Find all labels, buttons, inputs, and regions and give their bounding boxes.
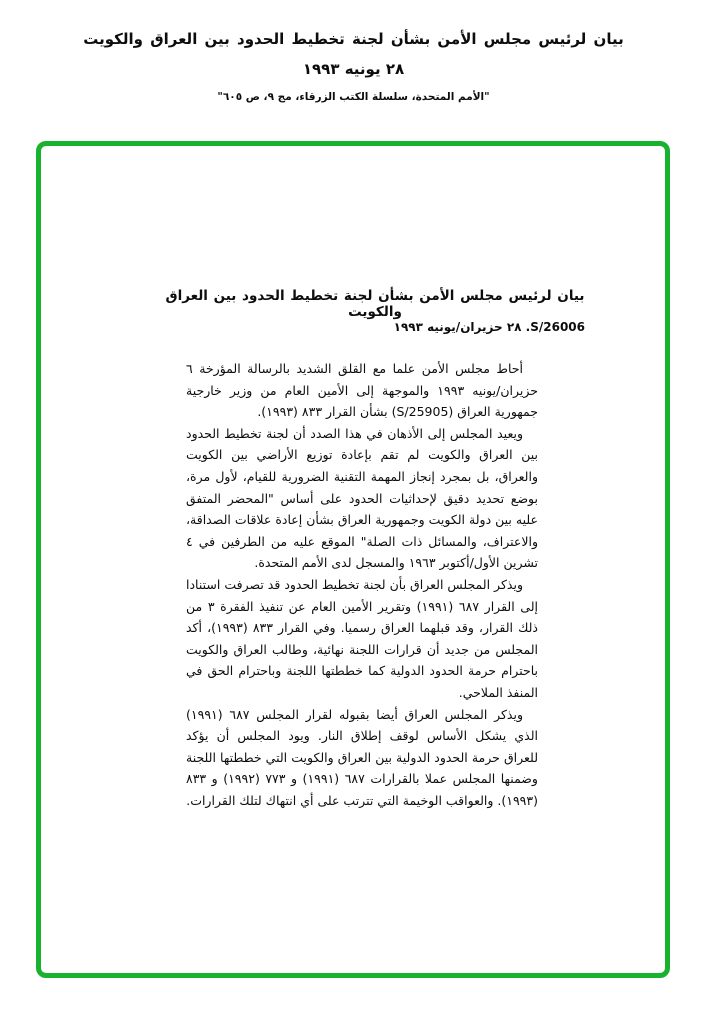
header-source-citation: "الأمم المتحدة، سلسلة الكتب الزرقاء، مج ٩، ص ٦٠٥" (217, 91, 490, 103)
paragraph: ويذكر المجلس العراق بأن لجنة تخطيط الحدود قد تصرفت استنادا إلى القرار ٦٨٧ (١٩٩١) وتقرير الأمين العام عن تنفيذ الفقرة ٣ من ذلك القرار، وقد قبلهما العراق رسميا. وفي القرار ٨٣٣ (١٩٩٣)، أكد المجلس من جديد أن قرارات اللجنة نهائية، وطالب العراق والكويت باحترام حرمة الحدود الدولية كما خططتها اللجنة وباحترام الحق في المنفذ الملاحي. (186, 576, 538, 700)
header-date: ٢٨ يونيه ١٩٩٣ (302, 60, 405, 78)
document-body (186, 358, 538, 811)
paragraph: ويعيد المجلس إلى الأذهان في هذا الصدد أن لجنة تخطيط الحدود بين العراق والكويت لم تقم بإعادة توزيع الأراضي بين الكويت والعراق، بل بمجرد إنجاز المهمة التقنية الضرورية للقيام، لأول مرة، بوضع تحديد دقيق لإحداثيات الحدود على أساس "المحضر المتفق عليه بين دولة الكويت وجمهورية العراق بشأن إعادة علاقات الصداقة، والاعتراف، والمسائل ذات الصلة" الموقع عليه من الطرفين في ٤ تشرين الأول/أكتوبر ١٩٦٣ والمسجل لدى الأمم المتحدة. (186, 425, 538, 571)
document-title: بيان لرئيس مجلس الأمن بشأن لجنة تخطيط الحدود بين العراق والكويت (165, 288, 585, 320)
document-reference: S/26006. ٢٨ حزيران/يونيه ١٩٩٣ (393, 320, 585, 334)
page-header (0, 30, 707, 103)
paragraph: أحاط مجلس الأمن علما مع القلق الشديد بالرسالة المؤرخة ٦ حزيران/يونيه ١٩٩٣ والموجهة إلى الأمين العام من وزير خارجية جمهورية العراق (S/25905) بشأن القرار ٨٣٣ (١٩٩٣). (186, 361, 538, 420)
document-frame (36, 141, 670, 978)
paragraph: ويذكر المجلس العراق أيضا بقبوله لقرار المجلس ٦٨٧ (١٩٩١) الذي يشكل الأساس لوقف إطلاق النار. ويود المجلس أن يؤكد للعراق حرمة الحدود الدولية بين العراق والكويت التي خططتها اللجنة وضمنها المجلس عملا بالقرارات ٦٨٧ (١٩٩١) و ٧٧٣ (١٩٩٢) و ٨٣٣ (١٩٩٣). والعواقب الوخيمة التي تترتب على أي انتهاك لتلك القرارات. (186, 706, 538, 808)
header-title: بيان لرئيس مجلس الأمن بشأن لجنة تخطيط الحدود بين العراق والكويت (83, 30, 624, 48)
